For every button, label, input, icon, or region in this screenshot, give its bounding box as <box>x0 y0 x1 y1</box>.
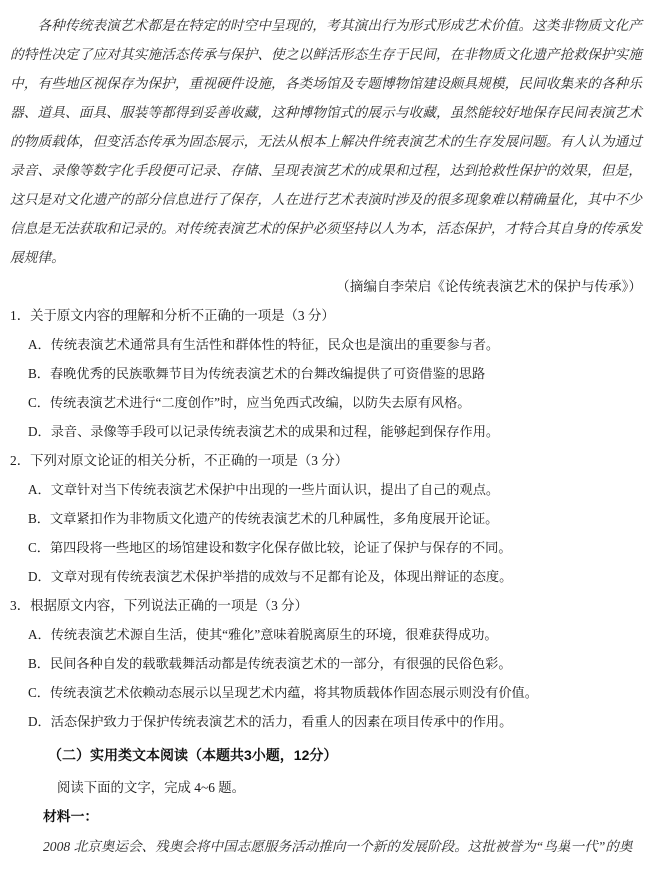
question-1-stem: 1．关于原文内容的理解和分析不正确的一项是（3 分） <box>10 308 335 323</box>
question-1-option-c: C．传统表演艺术进行“二度创作”时，应当免西式改编，以防失去原有风格。 <box>28 395 471 410</box>
question-1-option-d: D．录音、录像等手段可以记录传统表演艺术的成果和过程，能够起到保存作用。 <box>28 424 500 439</box>
question-1-option-a: A．传统表演艺术通常具有生活性和群体性的特征，民众也是演出的重要参与者。 <box>28 337 500 352</box>
passage-attribution: （摘编自李荣启《论传统表演艺术的保护与传承》） <box>336 279 642 294</box>
material-1-label: 材料一： <box>43 809 99 824</box>
section-2-instruction: 阅读下面的文字，完成 4~6 题。 <box>57 780 246 795</box>
question-3-option-c: C．传统表演艺术依赖动态展示以呈现艺术内蕴，将其物质载体作固态展示则没有价值。 <box>28 685 538 700</box>
question-2-option-b: B．文章紧扣作为非物质文化遗产的传统表演艺术的几种属性，多角度展开论证。 <box>28 511 499 526</box>
reading-passage: 各种传统表演艺术都是在特定的时空中呈现的，考其演出行为形式形成艺术价值。这类非物质文化产的特性决定了应对其实施活态传承与保护、使之以鲜活形态生存于民间，在非物质文化遗产抢救保护实施中，有些地区视保存为保护，重视硬件设施，各类场馆及专题博物馆建设颇具规模，民间收集来的各种乐器、道具、面具、服装等都得到妥善收藏，这种博物馆式的展示与收藏，虽然能较好地保存民间表演艺术的物质载体，但变活态传承为固态展示，无法从根本上解决件统表演艺术的生存发展问题。有人认为通过录音、录像等数字化手段便可记录、存储、呈现表演艺术的成果和过程，达到抢救性保护的效果，但是，这只是对文化遗产的部分信息进行了保存，人在进行艺术表演时涉及的很多现象难以精确量化，其中不少信息是无法获取和记录的。对传统表演艺术的保护必须坚持以人为本，活态保护，才特合其自身的传承发展规律。 <box>10 18 642 265</box>
question-2-stem: 2．下列对原文论证的相关分析，不正确的一项是（3 分） <box>10 453 349 468</box>
question-2-option-d: D．文章对现有传统表演艺术保护举措的成效与不足都有论及，体现出辩证的态度。 <box>28 569 513 584</box>
question-2-option-a: A．文章针对当下传统表演艺术保护中出现的一些片面认识，提出了自己的观点。 <box>28 482 500 497</box>
question-3-option-b: B．民间各种自发的载歌载舞活动都是传统表演艺术的一部分，有很强的民俗色彩。 <box>28 656 512 671</box>
question-3-option-d: D．活态保护致力于保护传统表演艺术的活力，看重人的因素在项目传承中的作用。 <box>28 714 513 729</box>
material-1-opening-line: 2008 北京奥运会、残奥会将中国志愿服务活动推向一个新的发展阶段。这批被誉为“鸟巢一代”的奥 <box>43 839 633 854</box>
question-3-stem: 3．根据原文内容，下列说法正确的一项是（3 分） <box>10 598 308 613</box>
question-3-option-a: A．传统表演艺术源自生活，使其“雅化”意味着脱离原生的环境，很难获得成功。 <box>28 627 498 642</box>
question-1-option-b: B．春晚优秀的民族歌舞节目为传统表演艺术的台舞改编提供了可资借鉴的思路 <box>28 366 486 381</box>
question-2-option-c: C．第四段将一些地区的场馆建设和数字化保存做比较，论证了保护与保存的不同。 <box>28 540 512 555</box>
section-2-heading: （二）实用类文本阅读（本题共3小题，12分） <box>48 747 338 763</box>
